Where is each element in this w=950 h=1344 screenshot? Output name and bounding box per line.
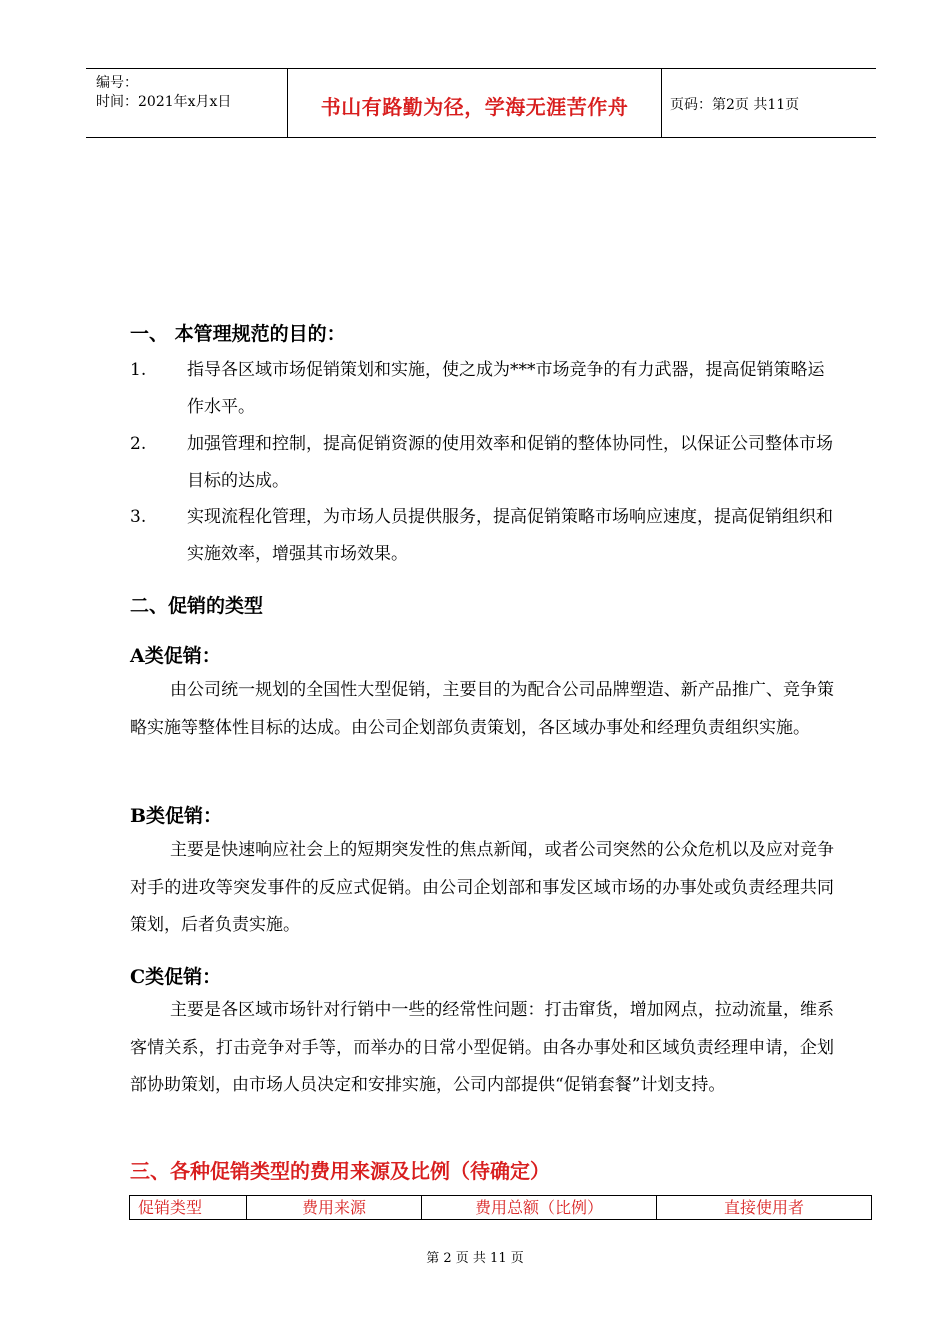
table-header-cell: 费用来源: [247, 1196, 422, 1219]
header-info-cell: [86, 69, 287, 137]
type-a-paragraph: 由公司统一规划的全国性大型促销，主要目的为配合公司品牌塑造、新产品推广、竞争策略实施等整体性目标的达成。由公司企划部负责策划，各区域办事处和经理负责组织实施。: [130, 680, 834, 738]
list-item-number: 2.: [130, 434, 147, 454]
list-item-text: 加强管理和控制，提高促销资源的使用效率和促销的整体协同性，以保证公司整体市场目标的达成。: [187, 434, 833, 491]
table-header-cell: 促销类型: [130, 1196, 247, 1219]
table-header-cell: 费用总额（比例）: [422, 1196, 657, 1219]
header-motto: 书山有路勤为径，学海无涯苦作舟: [320, 95, 629, 119]
fee-table-header-row: [129, 1195, 872, 1220]
type-b-heading: B类促销：: [130, 805, 223, 827]
list-item-number: 1.: [130, 360, 147, 380]
document-number-label: 编号：: [96, 75, 138, 91]
type-c-paragraph: 主要是各区域市场针对行销中一些的经常性问题：打击窜货，增加网点，拉动流量，维系客情关系，打击竞争对手等，而举办的日常小型促销。由各办事处和区域负责经理申请，企划部协助策划，由市场人员决定和安排实施，公司内部提供“促销套餐”计划支持。: [130, 1000, 834, 1095]
section-2-title: 二、促销的类型: [130, 595, 264, 617]
document-time-label: 时间：2021年x月x日: [96, 94, 232, 110]
header-page-number: 页码：第2页 共11页: [670, 97, 800, 113]
page-footer: 第 2 页 共 11 页: [426, 1251, 524, 1266]
type-a-heading: A类促销：: [130, 645, 221, 667]
header-page-cell: [661, 69, 876, 137]
section-1-title: 一、 本管理规范的目的：: [130, 323, 346, 345]
list-item-text: 指导各区域市场促销策划和实施，使之成为***市场竞争的有力武器，提高促销策略运作水平。: [187, 360, 825, 417]
type-b-paragraph: 主要是快速响应社会上的短期突发性的焦点新闻，或者公司突然的公众危机以及应对竞争对手的进攻等突发事件的反应式促销。由公司企划部和事发区域市场的办事处或负责经理共同策划，后者负责实施。: [130, 840, 834, 935]
list-item-text: 实现流程化管理，为市场人员提供服务，提高促销策略市场响应速度，提高促销组织和实施效率，增强其市场效果。: [187, 507, 833, 564]
section-3-title: 三、各种促销类型的费用来源及比例（待确定）: [130, 1159, 550, 1183]
table-header-cell: 直接使用者: [723, 1198, 804, 1217]
header-motto-cell: [287, 69, 662, 137]
page-header: [86, 68, 876, 138]
list-item-number: 3.: [130, 507, 147, 527]
type-c-heading: C类促销：: [130, 966, 222, 988]
